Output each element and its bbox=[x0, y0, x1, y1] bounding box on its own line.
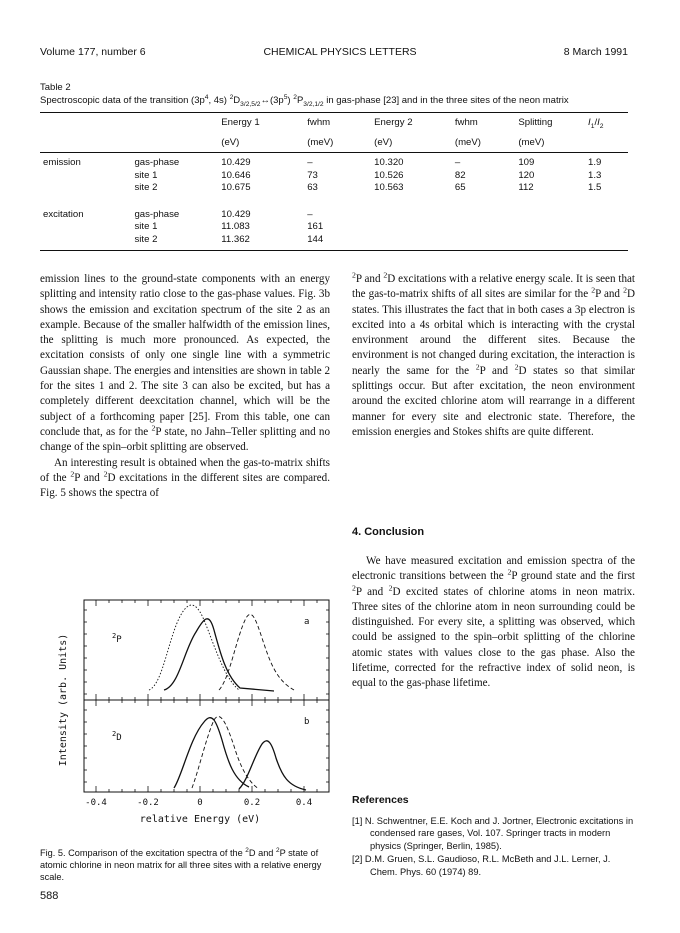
x-tick-label: -0.4 bbox=[85, 798, 107, 808]
conclusion-text bbox=[352, 554, 635, 692]
table-cell bbox=[452, 234, 515, 251]
x-tick-label: 0.4 bbox=[295, 798, 313, 808]
figure-5 bbox=[44, 590, 344, 840]
table-cell: 1.9 bbox=[588, 157, 602, 168]
table-cell: site 1 bbox=[134, 169, 158, 181]
column-header: Energy 2 bbox=[371, 113, 452, 133]
figure-caption: Fig. 5. Comparison of the excitation spectra of the $^2$D and $^2$P state of atomic chlorine in neon matrix for all three sites with a relative energy scale. bbox=[40, 846, 322, 882]
table-cell: 161 bbox=[307, 221, 324, 232]
panel-a-label: a bbox=[304, 617, 310, 627]
column-unit: (eV) bbox=[218, 133, 304, 153]
table-row bbox=[40, 205, 628, 222]
table-cell: 82 bbox=[454, 169, 466, 181]
table-cell: site 2 bbox=[131, 234, 218, 251]
reference-item: [2] D.M. Gruen, S.L. Gaudioso, R.L. McBeth and J.L. Lerner, J. Chem. Phys. 60 (1974) 89. bbox=[352, 854, 611, 877]
reference-item: [1] N. Schwentner, E.E. Koch and J. Jortner, Electronic excitations in condensed rare gases, Vol. 107. Springer tracts in modern physics (Springer, Berlin, 1985). bbox=[352, 816, 634, 851]
table-cell: 112 bbox=[518, 182, 534, 193]
table-cell bbox=[585, 221, 628, 234]
table-cell: – bbox=[307, 208, 313, 220]
table-cell: 120 bbox=[518, 169, 535, 181]
group-label bbox=[40, 234, 131, 251]
spectroscopic-data-table bbox=[40, 112, 628, 251]
panel-b-label: b bbox=[304, 717, 310, 727]
table-number: Table 2 bbox=[40, 82, 71, 93]
column-header: $I_1/I_2$ bbox=[585, 113, 628, 133]
left-column-text bbox=[40, 272, 330, 501]
table-cell: – bbox=[454, 157, 461, 168]
table-cell: gas-phase bbox=[134, 208, 180, 220]
table-cell: gas-phase bbox=[134, 157, 180, 168]
table-caption: Spectroscopic data of the transition ($3p^4$, 4s) $^2D_{3/2,5/2}\leftrightarrow(3p^5)$ $^2P_{3/2,1/2}$ in gas-phase [23] and in the three sites of the neon matrix bbox=[40, 93, 569, 108]
group-label: emission bbox=[43, 157, 81, 168]
table-row bbox=[40, 153, 628, 170]
table-cell: 11.362 bbox=[218, 234, 304, 251]
table-cell: 10.646 bbox=[221, 169, 251, 181]
table-cell: 10.563 bbox=[374, 182, 404, 193]
references-heading: References bbox=[352, 794, 409, 806]
column-unit bbox=[40, 133, 131, 153]
x-axis-label: relative Energy (eV) bbox=[139, 814, 261, 825]
right-column-text: $^2$P and $^2$D excitations with a relative energy scale. It is seen that the gas-to-matrix shifts of all sites are similar for the $^2$P and $^2$D states. This illustrates the fact that in both cases a 3p electron is excited into a 4s orbital which is interacting with the crystal environment around the different sites. Because the environment is not changed during excitation, the interaction is nearly the same for the $^2$P and $^2$D states so that similar splittings occur. But after excitation, the neon environment around the excited chlorine atom will rearrange in a different manner for every site and electronic state. Therefore, the emission energies and Stokes shifts are quite different. bbox=[352, 270, 635, 438]
column-unit: (meV) bbox=[304, 133, 371, 153]
page-number: 588 bbox=[40, 890, 59, 902]
table-cell: 10.526 bbox=[374, 169, 404, 181]
table-cell: 10.429 bbox=[221, 157, 251, 168]
table-cell bbox=[585, 234, 628, 251]
x-tick-label: 0.2 bbox=[243, 798, 261, 808]
body-paragraph: emission lines to the ground-state components with an energy splitting and intensity ratio close to the gas-phase values. Fig. 3b shows the emission and excitation spectrum of the site 2 as an example. Because of the smaller halfwidth of the emission lines, the splitting is much more pronounced. As expected, the excitation consists of only one single line with a symmetric Gaussian shape. The energies and intensities are shown in table 2 for the sites 1 and 2. The site 3 can also be excited, but has a completely different deexcitation channel, which will be the subject of a forthcoming paper [25]. From this table, one can conclude that, as for the $^2$P state, no Jahn–Teller splitting and no change of the spin–orbit splitting are observed. bbox=[40, 273, 330, 454]
table-cell bbox=[515, 221, 585, 234]
conclusion-paragraph: We have measured excitation and emission spectra of the electronic transitions between the $^2$P ground state and the first $^2$P and $^2$D excited states of chlorine atoms in neon matrix. Three sites of the chlorine atom in neon surrounding could be distinguished. For every site, a splitting was observed, which could be assigned to the spin–orbit splitting of the chlorine atomic states with values close to the gas phase. Also the lifetime, corrected for the refractive index of solid neon, is equal to the gas-phase lifetime. bbox=[352, 555, 636, 690]
running-header-date: 8 March 1991 bbox=[563, 46, 628, 58]
table-cell bbox=[452, 205, 515, 222]
column-header bbox=[40, 113, 131, 133]
table-row bbox=[40, 221, 628, 234]
table-cell: 73 bbox=[307, 169, 318, 181]
table-cell bbox=[371, 234, 452, 251]
table-cell: site 2 bbox=[134, 182, 158, 193]
table-cell bbox=[452, 221, 515, 234]
panel-a-curve-site1 bbox=[164, 619, 274, 691]
table-cell: site 1 bbox=[134, 221, 158, 232]
table-cell: 11.083 bbox=[221, 221, 250, 232]
table-row bbox=[40, 182, 628, 195]
table-cell: 10.675 bbox=[221, 182, 251, 193]
table-cell: 1.5 bbox=[588, 182, 602, 193]
table-cell bbox=[515, 234, 585, 251]
table-cell: 63 bbox=[307, 182, 318, 193]
figure-5-plot bbox=[44, 590, 344, 840]
table-cell bbox=[371, 221, 452, 234]
panel-b-curve-site3 bbox=[239, 741, 306, 790]
table-row bbox=[40, 234, 628, 251]
running-header-journal: CHEMICAL PHYSICS LETTERS bbox=[263, 46, 417, 58]
panel-a-state-label: $^2$P bbox=[112, 632, 122, 645]
panel-a-curve-site3 bbox=[219, 614, 294, 690]
column-header: Energy 1 bbox=[218, 113, 304, 133]
panel-b-state-label: $^2$D bbox=[112, 730, 122, 743]
column-unit: (eV) bbox=[371, 133, 452, 153]
panel-a-curve-site2 bbox=[149, 605, 239, 690]
section-heading-conclusion: 4. Conclusion bbox=[352, 526, 425, 538]
table-cell: 144 bbox=[304, 234, 371, 251]
panel-b-frame bbox=[84, 700, 329, 792]
x-tick-label: -0.2 bbox=[137, 798, 159, 808]
y-axis-label: Intensity (arb. Units) bbox=[58, 633, 69, 767]
table-cell bbox=[585, 205, 628, 222]
group-label bbox=[40, 182, 131, 195]
column-header: Splitting bbox=[515, 113, 585, 133]
table-row bbox=[40, 170, 628, 183]
table-cell bbox=[515, 205, 585, 222]
column-unit bbox=[585, 133, 628, 153]
table-cell: 1.3 bbox=[588, 169, 602, 181]
table-cell: 109 bbox=[518, 157, 535, 168]
group-label bbox=[40, 221, 131, 234]
table-cell bbox=[371, 205, 452, 222]
table-cell: – bbox=[307, 157, 313, 168]
group-label: excitation bbox=[43, 208, 84, 220]
body-paragraph: An interesting result is obtained when the gas-to-matrix shifts of the $^2$P and $^2$D excitations in the different sites are compared. Fig. 5 shows the spectra of bbox=[40, 456, 330, 500]
running-header-volume: Volume 177, number 6 bbox=[40, 46, 146, 58]
panel-b-curve-site1 bbox=[174, 718, 249, 788]
table-cell: 10.429 bbox=[221, 208, 251, 220]
column-unit: (meV) bbox=[452, 133, 515, 153]
column-header: fwhm bbox=[452, 113, 515, 133]
references-list bbox=[352, 815, 637, 879]
table-cell: 65 bbox=[454, 182, 466, 193]
x-tick-label: 0 bbox=[197, 798, 203, 808]
column-header bbox=[131, 113, 218, 133]
group-label bbox=[40, 170, 131, 183]
column-header: fwhm bbox=[304, 113, 371, 133]
table-cell: 10.320 bbox=[374, 157, 404, 168]
column-unit: (meV) bbox=[515, 133, 585, 153]
panel-a-frame bbox=[84, 600, 329, 700]
column-unit bbox=[131, 133, 218, 153]
